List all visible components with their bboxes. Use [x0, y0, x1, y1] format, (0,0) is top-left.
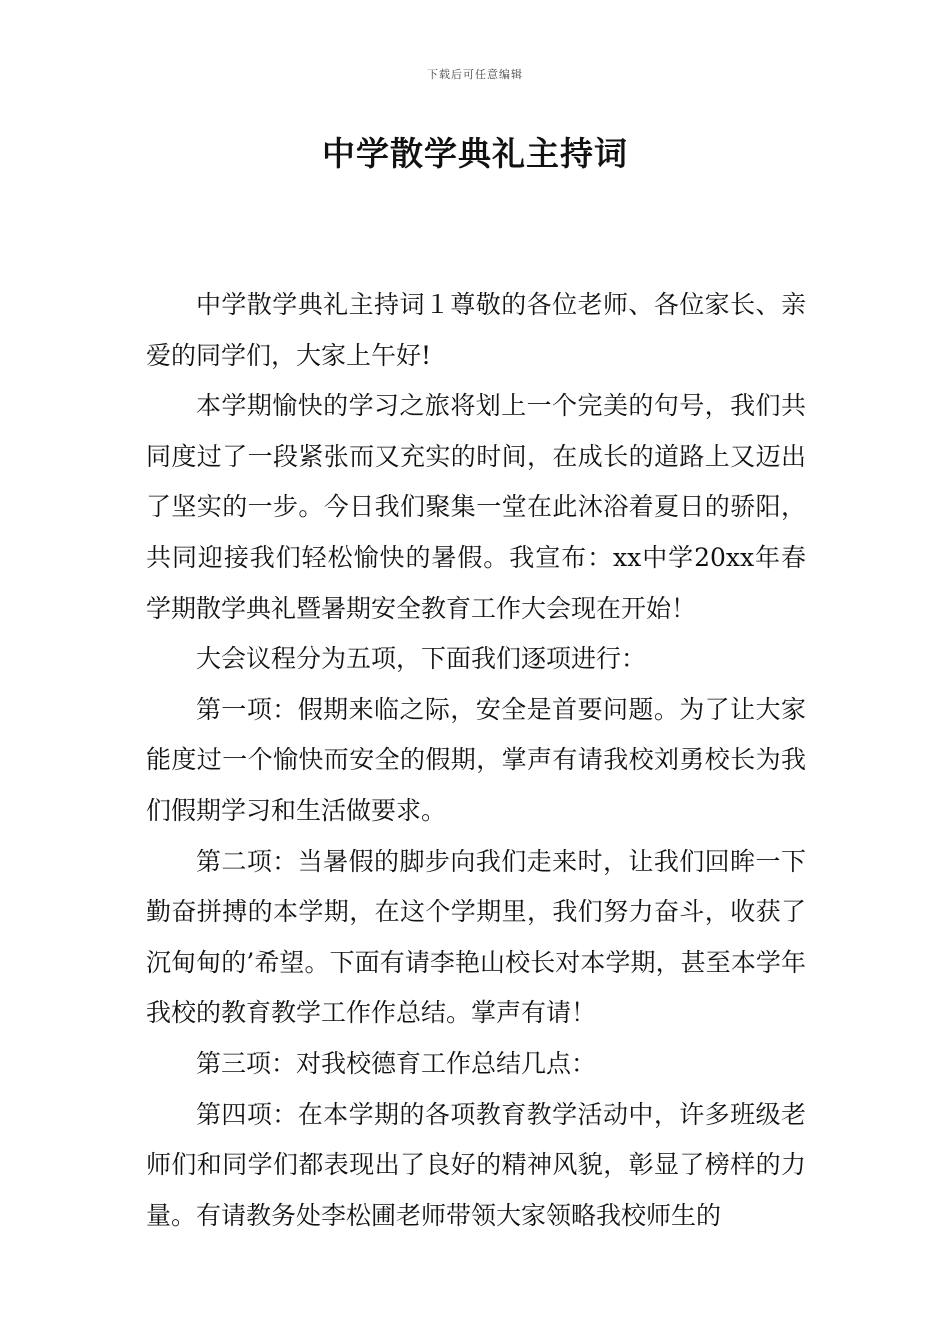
paragraph-item-three: 第三项：对我校德育工作总结几点：	[196, 1048, 597, 1078]
paragraph-greeting: 中学散学典礼主持词１尊敬的各位老师、各位家长、亲爱的同学们，大家上午好!	[146, 290, 806, 370]
paragraph-item-four: 第四项：在本学期的各项教育教学活动中，许多班级老师们和同学们都表现出了良好的精神风貌，彰显了榜样的力量。有请教务处李松圃老师带领大家领略我校师生的	[146, 1099, 806, 1230]
paragraph-item-two: 第二项：当暑假的脚步向我们走来时，让我们回眸一下勤奋拼搏的本学期，在这个学期里，我们努力奋斗，收获了沉甸甸的’希望。下面有请李艳山校长对本学期，甚至本学年我校的教育教学工作作总结。掌声有请！	[146, 846, 806, 1028]
paragraph-agenda: 大会议程分为五项，下面我们逐项进行：	[196, 644, 647, 674]
document-body	[146, 280, 806, 1241]
document-title: 中学散学典礼主持词	[322, 134, 628, 173]
paragraph-item-one: 第一项：假期来临之际，安全是首要问题。为了让大家能度过一个愉快而安全的假期，掌声有请我校刘勇校长为我们假期学习和生活做要求。	[146, 694, 806, 825]
paragraph-opening: 本学期愉快的学习之旅将划上一个完美的句号，我们共同度过了一段紧张而又充实的时间，在成长的道路上又迈出了坚实的一步。今日我们聚集一堂在此沐浴着夏日的骄阳，共同迎接我们轻松愉快的暑假。我宣布：xx中学20xx年春学期散学典礼暨暑期安全教育工作大会现在开始！	[146, 391, 806, 623]
header-note: 下载后可任意编辑	[427, 68, 523, 81]
